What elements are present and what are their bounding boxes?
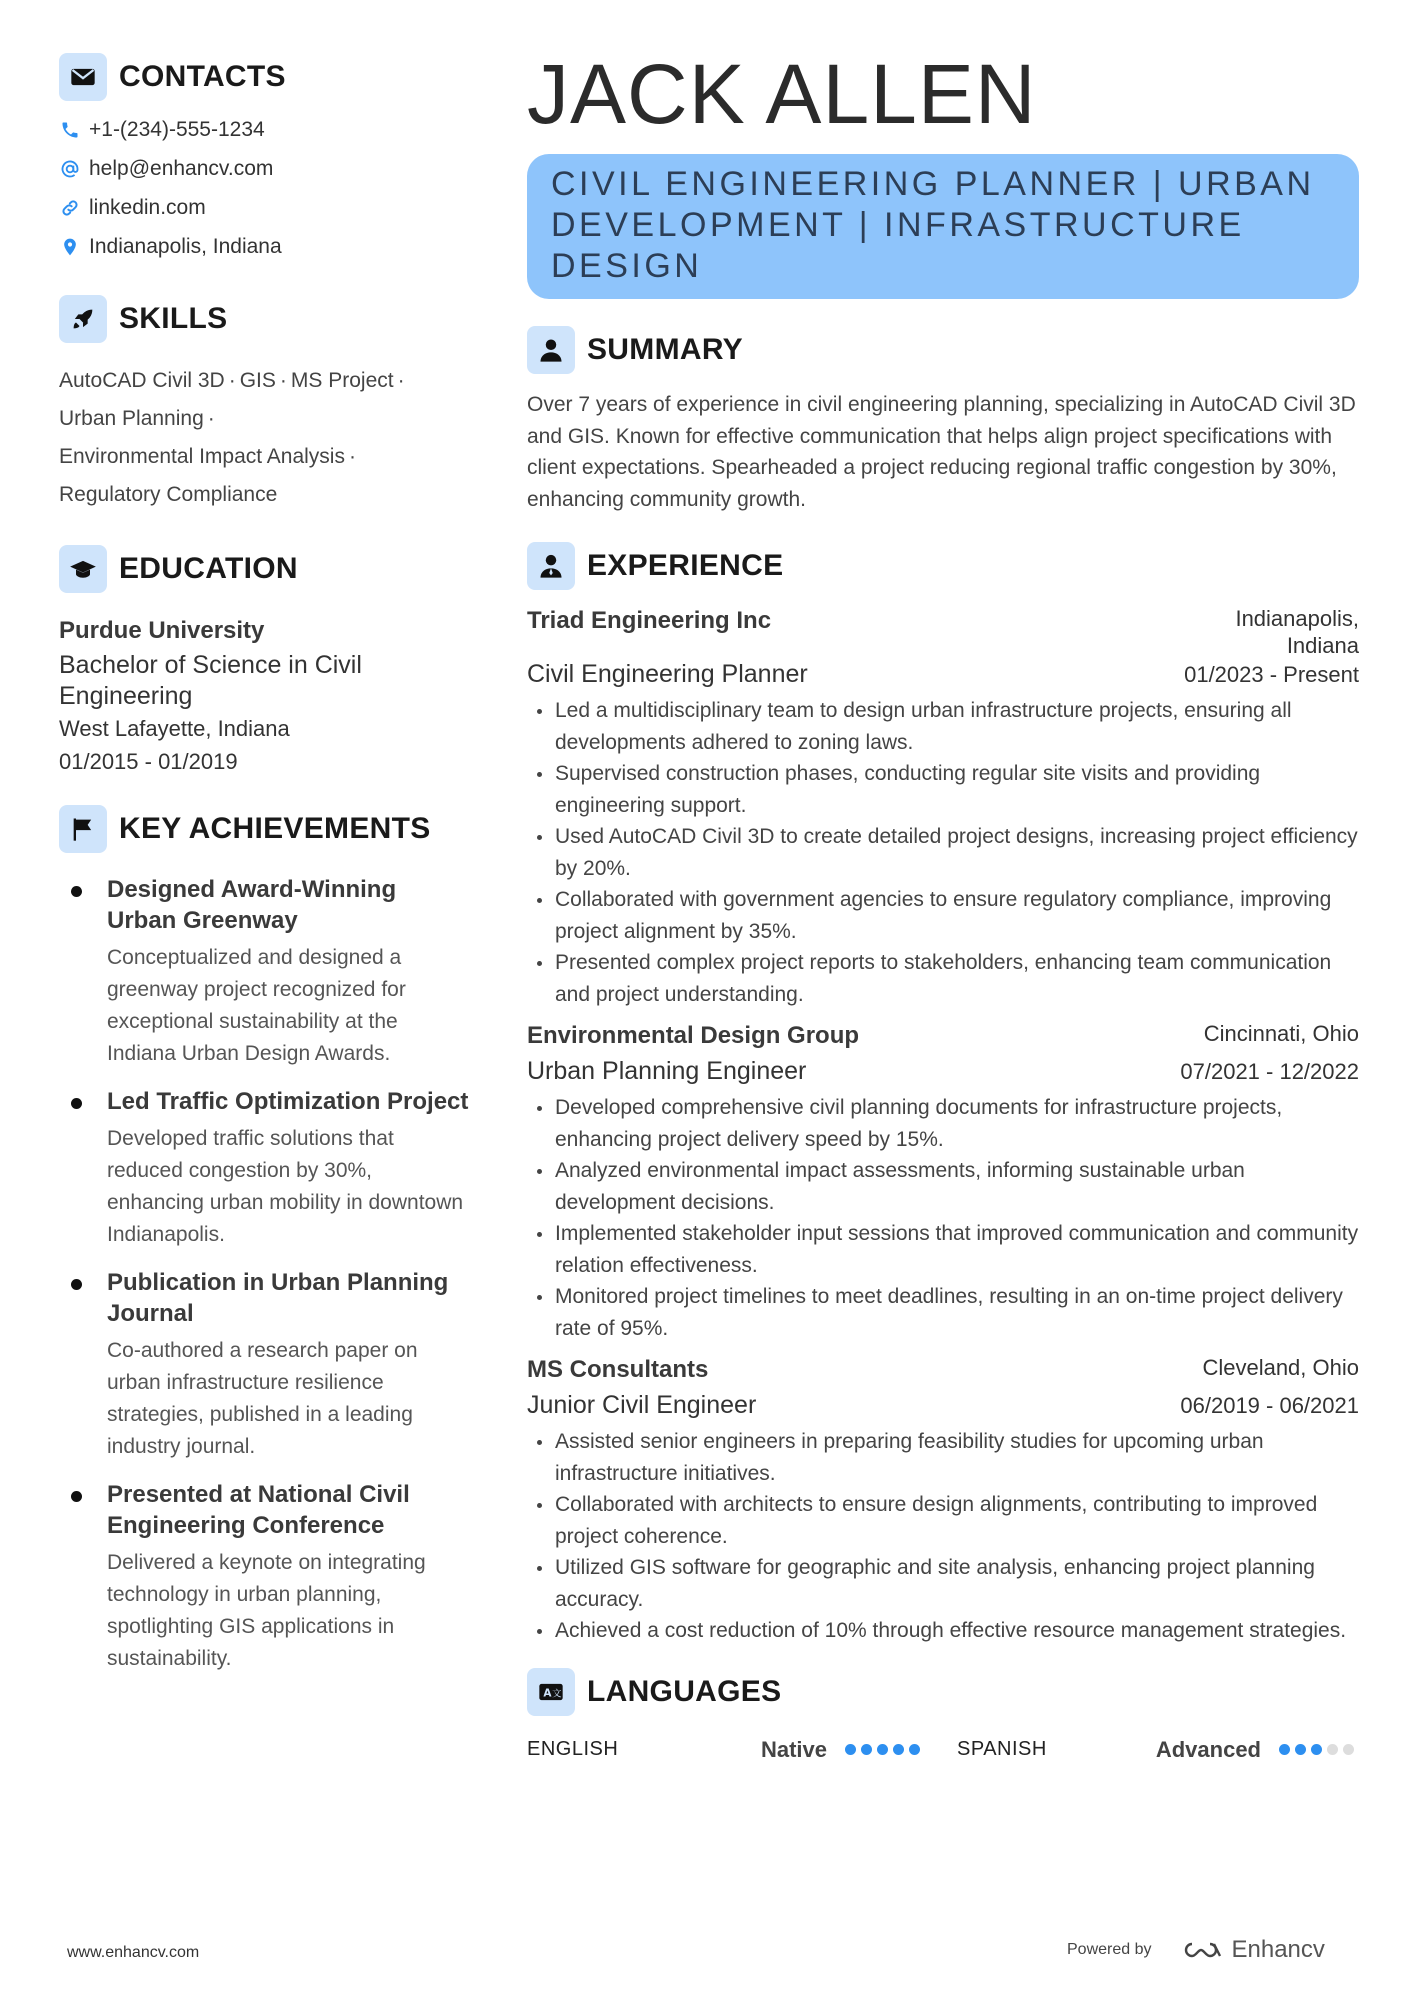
rating-dot xyxy=(1295,1744,1306,1755)
education-title: EDUCATION xyxy=(119,552,298,585)
job-bullet: Utilized GIS software for geographic and site analysis, enhancing project planning accuracy. xyxy=(527,1552,1359,1615)
job-location: Cleveland, Ohio xyxy=(1202,1355,1359,1380)
translate-icon xyxy=(527,1668,575,1716)
rating-dot xyxy=(1327,1744,1338,1755)
achievement-title: Led Traffic Optimization Project xyxy=(107,1088,469,1115)
language-item xyxy=(925,1737,1359,1763)
left-column xyxy=(59,52,469,1691)
job-entry xyxy=(527,1020,1359,1344)
contact-location xyxy=(59,227,469,266)
job-bullet: Used AutoCAD Civil 3D to create detailed project designs, increasing project efficiency by 20%. xyxy=(527,821,1359,884)
footer-branding xyxy=(1067,1936,1325,1964)
rocket-icon xyxy=(59,295,107,343)
flag-icon xyxy=(59,805,107,853)
job-dates: 01/2023 - Present xyxy=(1184,662,1359,687)
job-role: Junior Civil Engineer xyxy=(527,1391,757,1419)
job-location-line: Indiana xyxy=(1286,633,1359,658)
education-header xyxy=(59,544,469,594)
job-dates: 07/2021 - 12/2022 xyxy=(1180,1059,1359,1084)
rating-dot xyxy=(1279,1744,1290,1755)
achievement-desc: Developed traffic solutions that reduced congestion by 30%, enhancing urban mobility in downtown Indianapolis. xyxy=(107,1127,464,1246)
job-role: Urban Planning Engineer xyxy=(527,1057,807,1085)
achievement-title: Presented at National Civil Engineering Conference xyxy=(107,1481,410,1539)
summary-header xyxy=(527,325,1359,375)
job-bullets xyxy=(527,1426,1359,1647)
job-location xyxy=(1235,605,1359,659)
skills-title: SKILLS xyxy=(119,302,228,335)
job-bullet: Presented complex project reports to stakeholders, enhancing team communication and project understanding. xyxy=(527,947,1359,1010)
svg-text:文: 文 xyxy=(552,1688,562,1700)
skill-item: Urban Planning xyxy=(59,407,204,430)
rating-dot xyxy=(909,1744,920,1755)
achievement-desc: Co-authored a research paper on urban infrastructure resilience strategies, published in a leading industry journal. xyxy=(107,1339,418,1458)
company-name: MS Consultants xyxy=(527,1356,709,1383)
languages-header xyxy=(527,1667,1359,1717)
rating-dot xyxy=(1311,1744,1322,1755)
skills-list: AutoCAD Civil 3D · GIS · MS Project · Urban Planning · Environmental Impact Analysis · Regulatory Compliance xyxy=(59,369,405,506)
achievement-desc: Delivered a keynote on integrating technology in urban planning, spotlighting GIS applications in sustainability. xyxy=(107,1551,426,1670)
achievement-title: Designed Award-Winning Urban Greenway xyxy=(107,876,397,934)
language-name: SPANISH xyxy=(957,1738,1047,1760)
language-level: Advanced xyxy=(1155,1736,1261,1762)
achievements-list xyxy=(59,874,469,1675)
job-entry xyxy=(527,605,1359,1010)
experience-header xyxy=(527,541,1359,591)
language-item xyxy=(527,1737,925,1763)
job-bullet: Assisted senior engineers in preparing feasibility studies for upcoming urban infrastructure initiatives. xyxy=(527,1426,1359,1489)
education-dates: 01/2015 - 01/2019 xyxy=(59,749,238,774)
education-entry xyxy=(59,614,469,778)
job-bullets xyxy=(527,1092,1359,1344)
job-location-line: Indianapolis, xyxy=(1235,606,1359,631)
achievement-title: Publication in Urban Planning Journal xyxy=(107,1269,449,1327)
location-text: Indianapolis, Indiana xyxy=(89,234,282,258)
rating-dot xyxy=(877,1744,888,1755)
enhancv-logo[interactable] xyxy=(1178,1936,1325,1964)
briefcase-user-icon xyxy=(527,542,575,590)
company-name: Triad Engineering Inc xyxy=(527,607,772,634)
contacts-title: CONTACTS xyxy=(119,60,286,93)
skills-header xyxy=(59,294,469,344)
powered-by-text: Powered by xyxy=(1067,1941,1152,1958)
email-text: help@enhancv.com xyxy=(89,156,274,180)
skill-item: GIS xyxy=(239,369,276,392)
degree: Bachelor of Science in Civil Engineering xyxy=(59,651,362,710)
language-level: Native xyxy=(760,1736,827,1762)
footer-website[interactable]: www.enhancv.com xyxy=(67,1944,200,1961)
contact-email[interactable] xyxy=(59,149,469,188)
skill-item: MS Project xyxy=(290,369,394,392)
job-role: Civil Engineering Planner xyxy=(527,660,808,688)
contacts-header xyxy=(59,52,469,102)
rating-dot xyxy=(893,1744,904,1755)
job-bullet: Collaborated with government agencies to ensure regulatory compliance, improving project alignment by 35%. xyxy=(527,884,1359,947)
job-dates: 06/2019 - 06/2021 xyxy=(1180,1393,1359,1418)
contact-link[interactable] xyxy=(59,188,469,227)
language-rating xyxy=(1279,1744,1359,1755)
user-icon xyxy=(527,326,575,374)
achievements-title: KEY ACHIEVEMENTS xyxy=(119,812,431,845)
rating-dot xyxy=(861,1744,872,1755)
job-bullet: Achieved a cost reduction of 10% through effective resource management strategies. xyxy=(527,1615,1359,1647)
job-bullet: Led a multidisciplinary team to design urban infrastructure projects, ensuring all developments adhered to zoning laws. xyxy=(527,695,1359,758)
envelope-icon xyxy=(59,53,107,101)
language-rating xyxy=(845,1744,925,1755)
candidate-name: JACK ALLEN xyxy=(527,47,1037,141)
rating-dot xyxy=(845,1744,856,1755)
achievement-item xyxy=(59,1267,469,1463)
languages-row xyxy=(527,1737,1359,1763)
job-entry xyxy=(527,1354,1359,1647)
company-name: Environmental Design Group xyxy=(527,1022,860,1049)
skill-item: Regulatory Compliance xyxy=(59,483,278,506)
achievement-item xyxy=(59,874,469,1070)
at-icon xyxy=(59,158,81,180)
skill-item: AutoCAD Civil 3D xyxy=(59,369,225,392)
map-pin-icon xyxy=(59,236,81,258)
job-bullet: Collaborated with architects to ensure design alignments, contributing to improved project coherence. xyxy=(527,1489,1359,1552)
achievement-desc: Conceptualized and designed a greenway project recognized for exceptional sustainability at the Indiana Urban Design Awards. xyxy=(107,946,406,1065)
languages-title: LANGUAGES xyxy=(587,1674,782,1708)
school-location: West Lafayette, Indiana xyxy=(59,716,290,741)
job-location: Cincinnati, Ohio xyxy=(1203,1021,1359,1046)
headline-banner: CIVIL ENGINEERING PLANNER | URBAN DEVELOPMENT | INFRASTRUCTURE DESIGN xyxy=(527,154,1359,299)
phone-icon xyxy=(59,119,81,141)
right-column xyxy=(527,47,1359,1763)
graduation-cap-icon xyxy=(59,545,107,593)
experience-title: EXPERIENCE xyxy=(587,549,784,582)
link-text: linkedin.com xyxy=(89,195,206,219)
enhancv-logo-icon xyxy=(1178,1938,1224,1962)
job-bullet: Monitored project timelines to meet deadlines, resulting in an on-time project delivery rate of 95%. xyxy=(527,1281,1359,1344)
rating-dot xyxy=(1343,1744,1354,1755)
svg-text:A: A xyxy=(543,1687,552,1700)
achievement-item xyxy=(59,1086,469,1251)
enhancv-logo-text: Enhancv xyxy=(1231,1936,1325,1963)
phone-text: +1-(234)-555-1234 xyxy=(89,117,265,141)
job-bullet: Implemented stakeholder input sessions that improved communication and community relation effectiveness. xyxy=(527,1218,1359,1281)
link-icon xyxy=(59,197,81,219)
job-bullet: Developed comprehensive civil planning documents for infrastructure projects, enhancing project delivery speed by 15%. xyxy=(527,1092,1359,1155)
job-bullet: Analyzed environmental impact assessments, informing sustainable urban development decisions. xyxy=(527,1155,1359,1218)
skill-item: Environmental Impact Analysis xyxy=(59,445,345,468)
achievement-item xyxy=(59,1479,469,1675)
summary-text: Over 7 years of experience in civil engineering planning, specializing in AutoCAD Civil 3D and GIS. Known for effective communication that helps align project specifications with client expectations. Spearheaded a project reducing regional traffic congestion by 30%, enhancing community growth. xyxy=(527,393,1356,511)
job-bullet: Supervised construction phases, conducting regular site visits and providing engineering support. xyxy=(527,758,1359,821)
job-bullets xyxy=(527,695,1359,1010)
language-name: ENGLISH xyxy=(527,1738,619,1760)
summary-title: SUMMARY xyxy=(587,333,743,366)
achievements-header xyxy=(59,804,469,854)
school-name: Purdue University xyxy=(59,617,265,644)
contact-phone[interactable] xyxy=(59,110,469,149)
